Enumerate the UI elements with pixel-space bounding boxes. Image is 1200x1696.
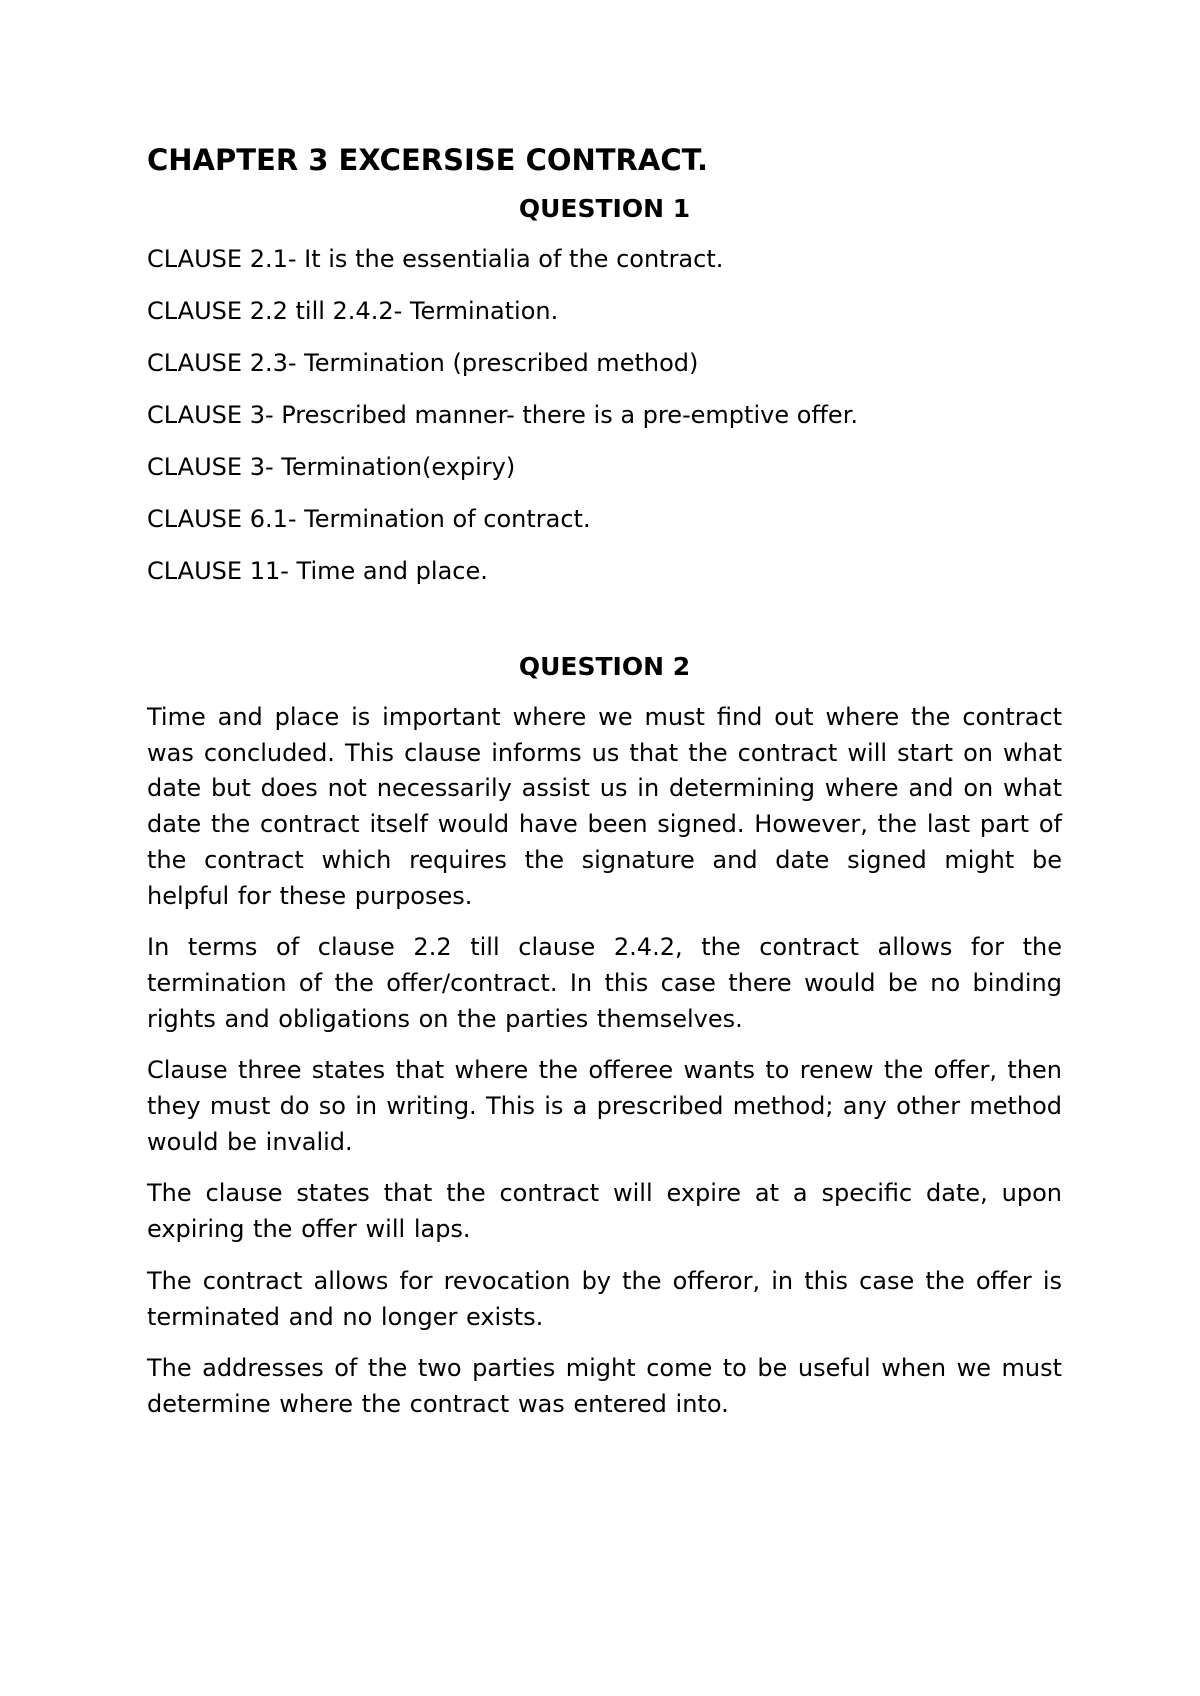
clause-item: CLAUSE 2.1- It is the essentialia of the contract. <box>147 245 724 273</box>
answer-paragraph: The clause states that the contract will expire at a specific date, upon expiring the offer will laps. <box>147 1179 1062 1244</box>
clause-item: CLAUSE 2.2 till 2.4.2- Termination. <box>147 297 559 325</box>
clause-item: CLAUSE 6.1- Termination of contract. <box>147 505 591 533</box>
clause-item: CLAUSE 3- Termination(expiry) <box>147 453 516 481</box>
answer-paragraph: The addresses of the two parties might come to be useful when we must determine where the contract was entered into. <box>147 1354 1062 1418</box>
question-1-heading: QUESTION 1 <box>518 194 691 223</box>
clause-item: CLAUSE 11- Time and place. <box>147 557 488 585</box>
answer-paragraph: In terms of clause 2.2 till clause 2.4.2, the contract allows for the termination of the offer/contract. In this case there would be no binding rights and obligations on the parties themselves. <box>147 933 1062 1033</box>
document-title: CHAPTER 3 EXCERSISE CONTRACT. <box>147 143 709 177</box>
document-page <box>147 140 1062 1439</box>
answer-paragraph: Clause three states that where the offeree wants to renew the offer, then they must do so in writing. This is a prescribed method; any other method would be invalid. <box>147 1056 1062 1156</box>
question-2-heading: QUESTION 2 <box>518 652 691 681</box>
clause-list <box>147 242 1062 606</box>
clause-item: CLAUSE 3- Prescribed manner- there is a pre-emptive offer. <box>147 401 858 429</box>
answer-paragraph: The contract allows for revocation by the offeror, in this case the offer is terminated and no longer exists. <box>147 1266 1062 1331</box>
clause-item: CLAUSE 2.3- Termination (prescribed method) <box>147 349 699 377</box>
answer-paragraph: Time and place is important where we must find out where the contract was concluded. This clause informs us that the contract will start on what date but does not necessarily assist us in determining where and on what date the contract itself would have been signed. However, the last part of the contract which requires the signature and date signed might be helpful for these purposes. <box>147 703 1062 910</box>
